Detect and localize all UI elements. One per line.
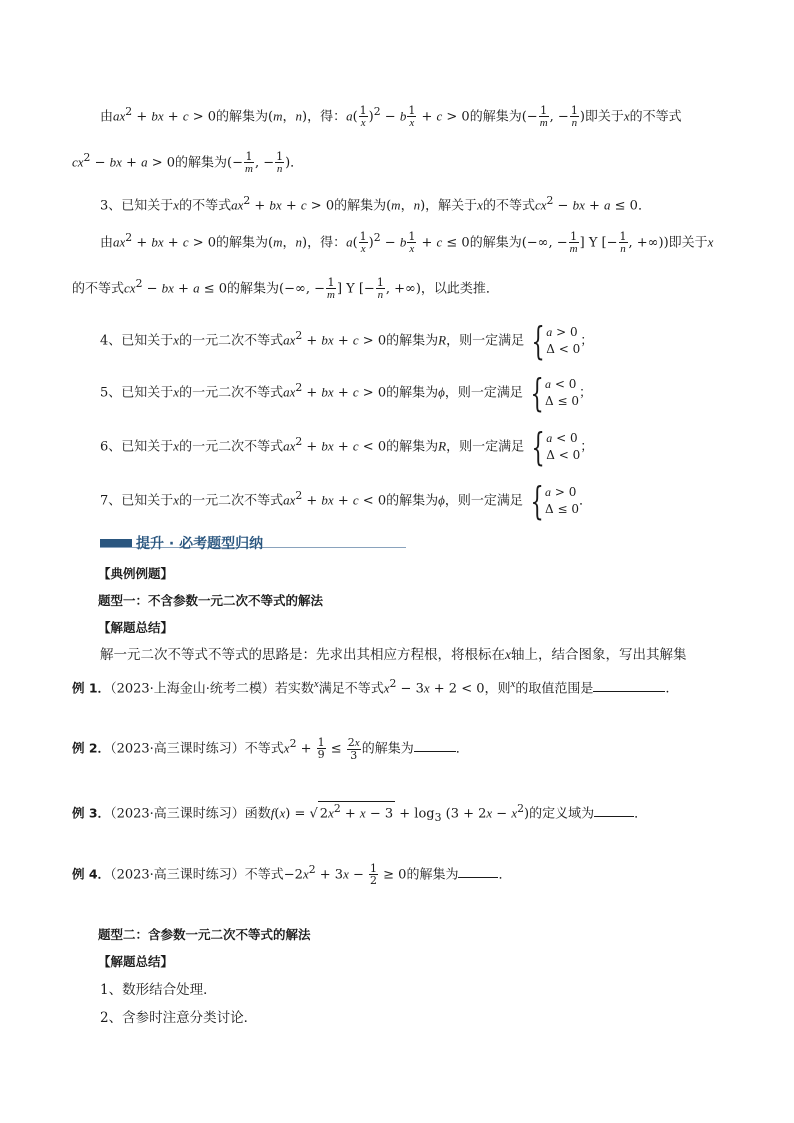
tip-1: 1、数形结合处理． [100,982,217,998]
answer-blank[interactable] [594,804,634,817]
example-3: 例 3．（2023·高三课时练习）函数f(x) = √ $2x^2 + x - 3 + \log_3 (3 + 2x - x^2)$的定义域为 ． [72,802,648,824]
tip-2: 2、含参时注意分类讨论． [100,1010,258,1026]
example-1: 例 1．（2023·上海金山·统考二模）若实数$^x$满足不等式$x^2 - 3x + 2 < 0$，则$^x$的取值范围是 . [72,677,670,697]
summary1-text: 解一元二次不等式不等式的思路是：先求出其相应方程根，将根标在x轴上，结合图象，写出其解集 [100,647,687,663]
answer-blank[interactable] [414,739,456,752]
text-line-5: 的不等式$cx^2$ − bx + a ≤ 0的解集为(−∞, − $\frac{1}{m}$ ] Y [− $\frac{1}{n}$ , +∞)，以此类推． [72,275,499,301]
typical-label: 【典例例题】 [98,566,174,581]
item-7: 7、已知关于x的一元二次不等式$ax^2$ + bx + c < 0的解集为ϕ，则一定满足 { a > 0 Δ ≤ 0 ． [100,479,593,523]
summary2-label: 【解题总结】 [98,954,174,969]
item-4: 4、已知关于x的一元二次不等式$ax^2$ + bx + c > 0的解集为R，则一定满足 { a > 0 Δ < 0 ； [100,319,594,363]
type1-heading: 题型一：不含参数一元二次不等式的解法 [98,593,324,608]
answer-blank[interactable] [458,865,498,878]
text-line-2: $cx^2$ − bx + a > 0的解集为(− $\frac{1}{m}$ , − $\frac{1}{n}$ )． [72,149,304,175]
text-line-4: 由$ax^2$ + bx + c > 0的解集为(m，n)，得：a( $\frac{1}{x}$ )$^2$ − b $\frac{1}{x}$ + c ≤ 0的解集为(−∞, − $\frac{1}{m}$ ] Y [− $\frac{1}{n}$ , +∞))即关于x [100,229,714,255]
section-title: 提升 · 必考题型归纳 [136,536,264,552]
summary1-label: 【解题总结】 [98,620,174,635]
example-2: 例 2．（2023·高三课时练习）不等式$x^2$ + $\frac{1}{9}$ ≤ $\frac{2x}{3}$ 的解集为 ． [72,735,469,762]
answer-blank[interactable] [593,679,665,692]
text-line-3: 3、已知关于x的不等式$ax^2$ + bx + c > 0的解集为(m，n)，解关于x的不等式$cx^2$ − bx + a ≤ 0． [100,194,651,214]
item-6: 6、已知关于x的一元二次不等式$ax^2$ + bx + c < 0的解集为R，则一定满足 { a < 0 Δ < 0 ； [100,425,594,469]
section-header [100,533,406,552]
example-4: 例 4．（2023·高三课时练习）不等式$-2x^2 + 3x$ − $\frac{1}{2}$ ≥ 0的解集为 ． [72,862,512,888]
text-line-1: 由$ax^2$ + bx + c > 0的解集为(m，n)，得：a( $\frac{1}{x}$ )$^2$ − b $\frac{1}{x}$ + c > 0的解集为(− $\frac{1}{m}$ , − $\frac{1}{n}$ )即关于x的不等式 [100,103,682,129]
type2-heading: 题型二：含参数一元二次不等式的解法 [98,927,311,942]
item-5: 5、已知关于x的一元二次不等式$ax^2$ + bx + c > 0的解集为ϕ，则一定满足 { a < 0 Δ ≤ 0 ； [100,371,593,415]
